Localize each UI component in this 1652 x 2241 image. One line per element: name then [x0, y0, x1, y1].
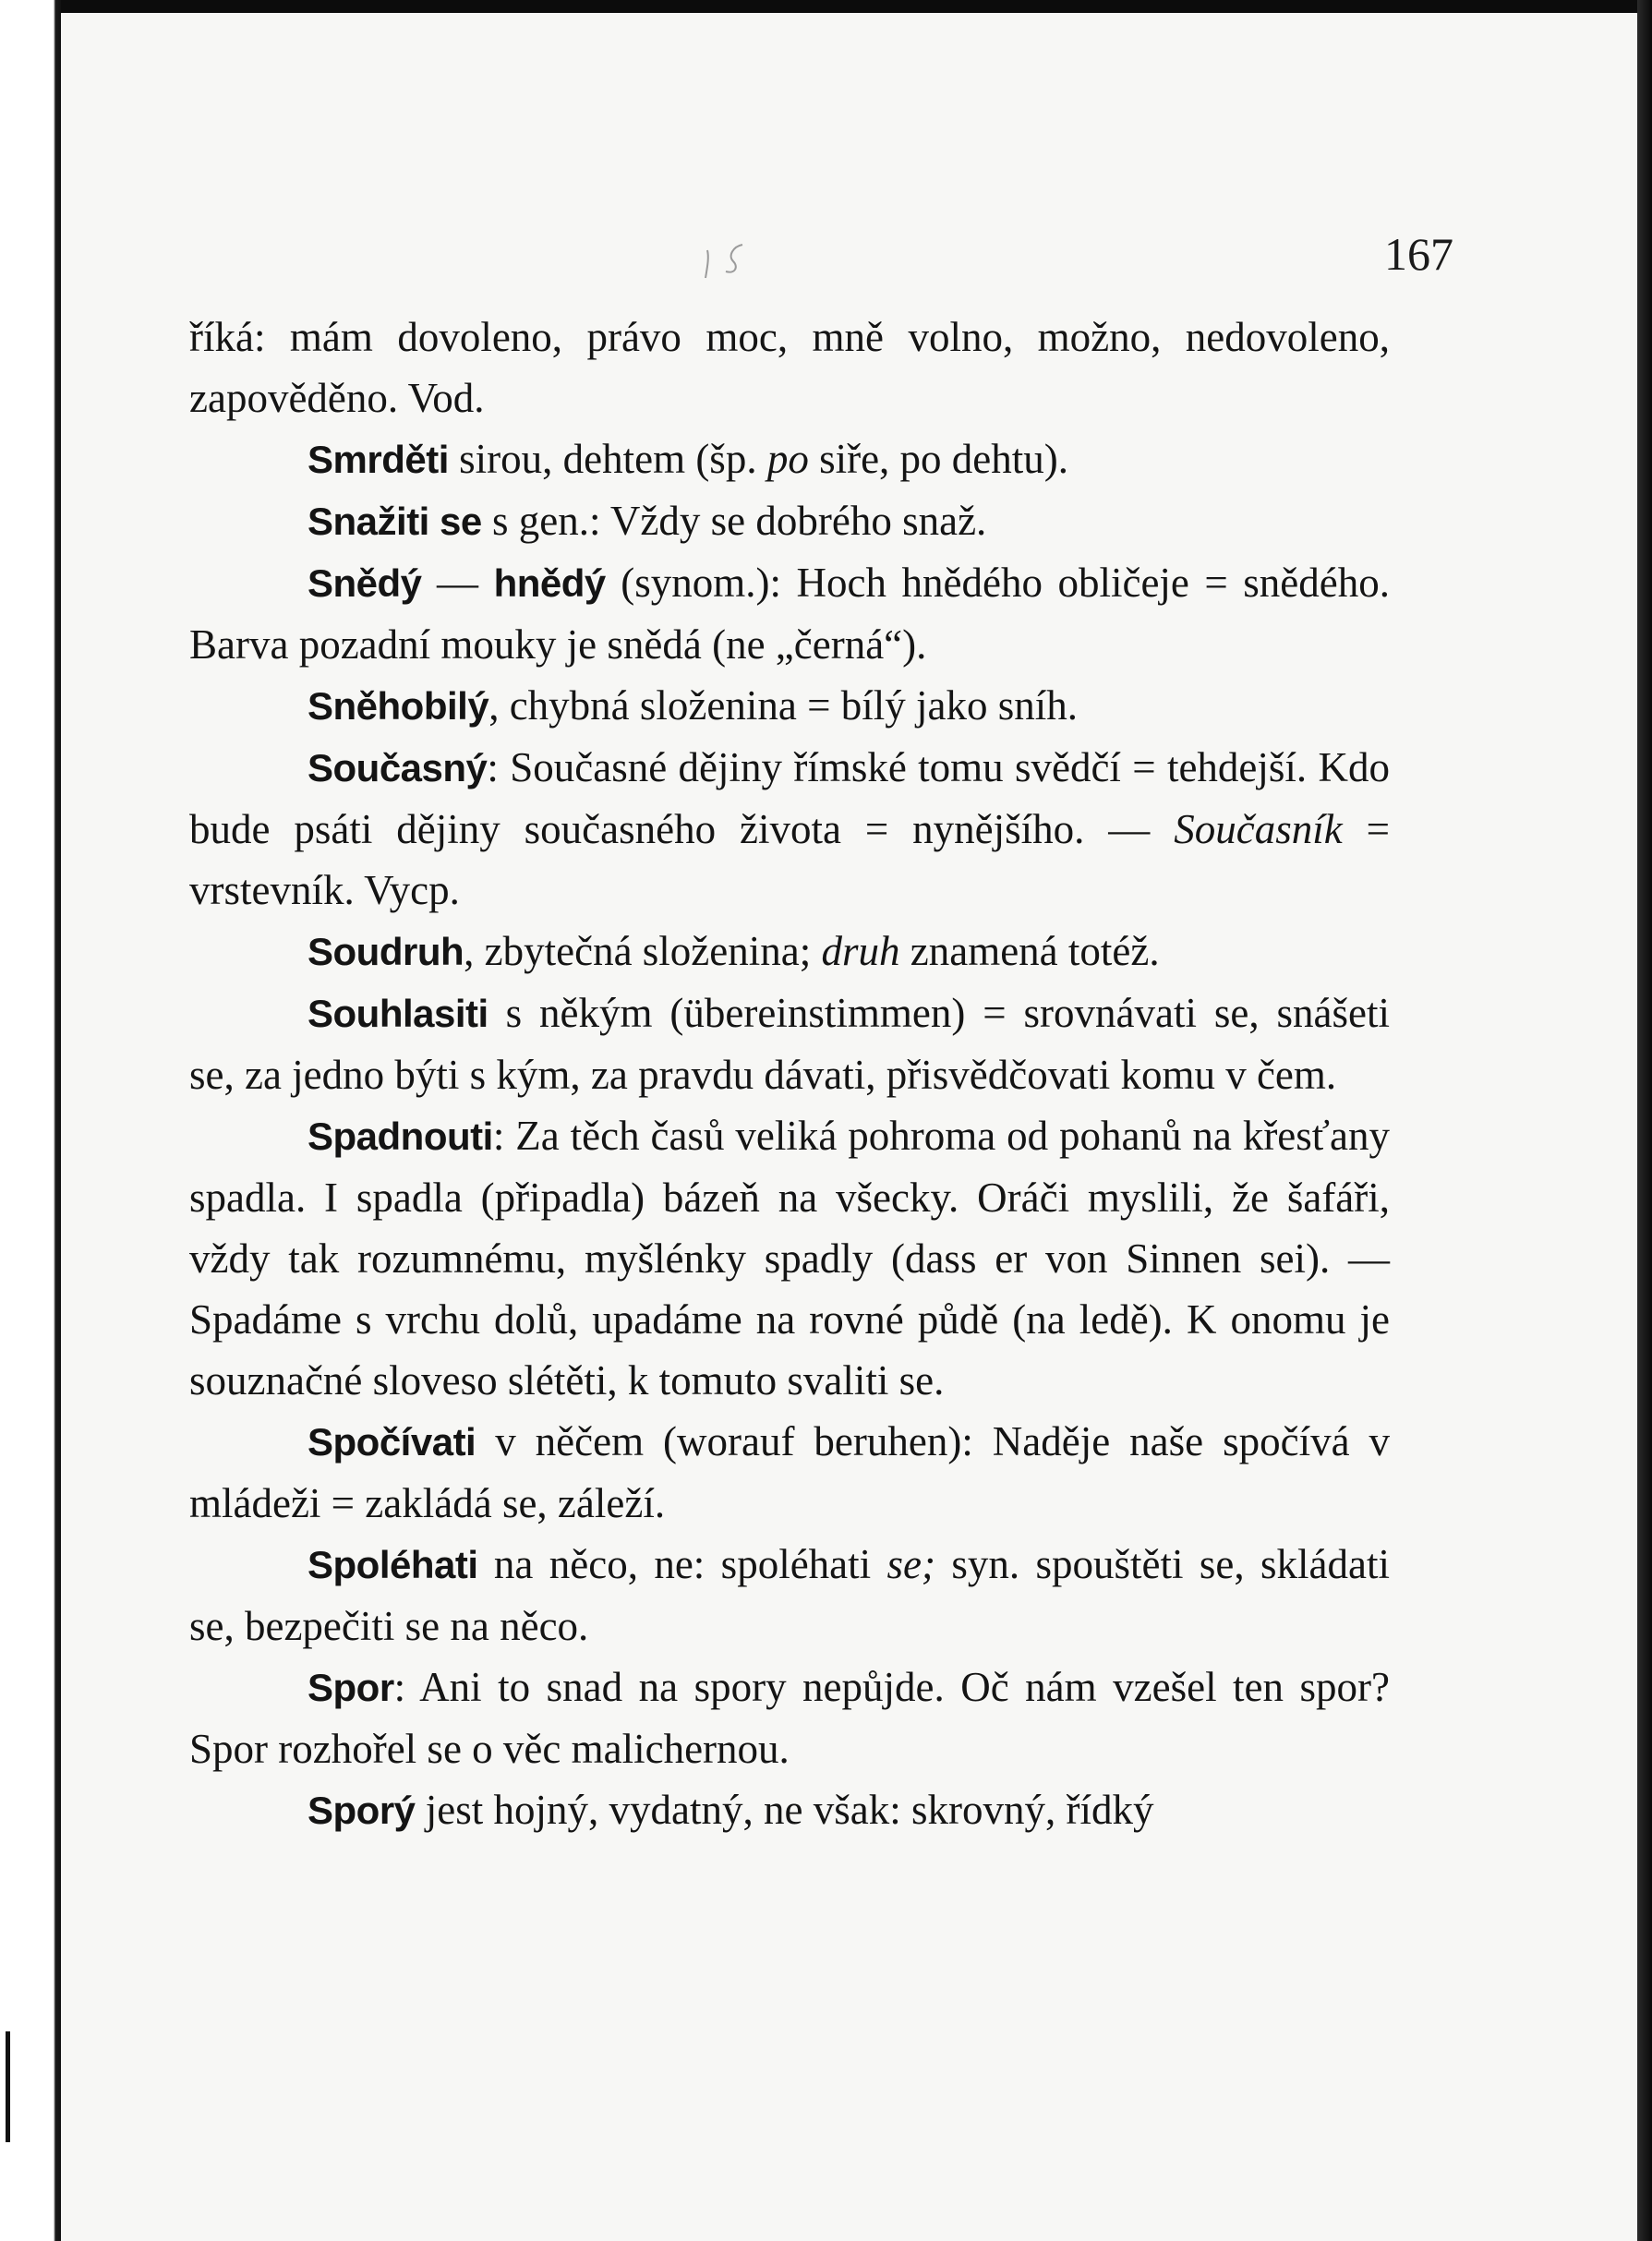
dictionary-entry — [189, 675, 1390, 737]
continued-paragraph — [189, 307, 1390, 428]
entry-headword: Spor — [307, 1666, 394, 1709]
entry-text: v něčem (worauf beruhen): Naděje naše spočívá v mládeži = zakládá se, záleží. — [189, 1418, 1390, 1526]
dictionary-entry — [189, 921, 1390, 982]
scan-edge-top — [0, 0, 1652, 13]
entry-headword: Snědý — [307, 561, 422, 605]
italic-term: Současník — [1174, 806, 1343, 852]
dictionary-entry — [189, 1534, 1390, 1657]
entry-headword: Spadnouti — [307, 1114, 493, 1158]
entry-headword: Souhlasiti — [307, 992, 488, 1035]
entry-headword: Spočívati — [307, 1420, 476, 1464]
entry-text: s gen.: Vždy se dobrého snaž. — [481, 498, 987, 544]
entry-text: : Za těch časů veliká pohroma od pohanů na křesťany spadla. I spadla (připadla) bázeň na všecky. Oráči myslili, že šafáři, vždy tak rozumnému, myšlénky spadly (dass er von Sinnen sei). — Spadáme s vrchu dolů, upadáme na rovné půdě (na ledě). K onomu je souznačné sloveso slétěti, k tomuto svaliti se. — [189, 1113, 1390, 1404]
entry-text: s někým (übereinstimmen) = srovnávati se, snášeti se, za jedno býti s kým, za pravdu dávati, přisvědčovati komu v čem. — [189, 990, 1390, 1098]
dictionary-entry — [189, 1411, 1390, 1534]
pencil-mark — [698, 230, 763, 295]
dictionary-entry — [189, 552, 1390, 675]
entry-text: , chybná složenina = bílý jako sníh. — [488, 682, 1078, 729]
scan-edge-left — [0, 0, 61, 2241]
entry-text: : Ani to snad na spory nepůjde. Oč nám vzešel ten spor? Spor rozhořel se o věc malichernou. — [189, 1664, 1390, 1772]
entry-text: říká: mám dovoleno, právo moc, mně volno, možno, nedovoleno, zapověděno. Vod. — [189, 314, 1390, 421]
scan-binding-mark — [6, 2031, 10, 2142]
scan-edge-right — [1637, 0, 1652, 2241]
entry-text: sirou, dehtem (šp. — [448, 436, 767, 482]
entry-text: (synom.): Hoch hnědého obličeje = snědého. Barva pozadní mouky je snědá (ne „černá“). — [189, 560, 1391, 668]
dictionary-entry — [189, 982, 1390, 1105]
entry-text: jest hojný, vydatný, ne však: skrovný, řídký — [415, 1787, 1154, 1833]
entry-text: siře, po dehtu). — [808, 436, 1069, 482]
page-number: 167 — [1384, 228, 1453, 280]
dictionary-entry — [189, 490, 1390, 552]
entry-text: , zbytečná složenina; — [464, 928, 822, 974]
dictionary-entry — [189, 737, 1390, 921]
entry-headword: Snažiti se — [307, 500, 482, 543]
entry-text: syn. spouštěti se, skládati se, bezpečiti se na něco. — [189, 1541, 1390, 1649]
dictionary-entry — [189, 428, 1390, 490]
entry-headword: Smrděti — [307, 438, 449, 481]
entry-headword: hnědý — [493, 561, 606, 605]
italic-term: po — [766, 436, 809, 482]
italic-term: druh — [821, 928, 900, 974]
entry-text: na něco, ne: spoléhati — [477, 1541, 887, 1587]
entry-headword: Soudruh — [307, 930, 464, 973]
entry-text: = vrstevník. Vycp. — [189, 806, 1390, 913]
entry-headword: Spoléhati — [307, 1543, 478, 1586]
entry-text: znamená totéž. — [899, 928, 1160, 974]
entry-headword: Současný — [307, 746, 488, 789]
entry-headword: Sněhobilý — [307, 684, 489, 728]
italic-term: se; — [886, 1541, 936, 1587]
page-body-text — [189, 307, 1390, 1841]
entry-text: : Současné dějiny římské tomu svědčí = tehdejší. Kdo bude psáti dějiny současného života = nynějšího. — — [189, 744, 1390, 852]
dictionary-entry — [189, 1657, 1390, 1779]
dictionary-entry — [189, 1105, 1390, 1411]
dictionary-entry — [189, 1779, 1390, 1841]
entry-headword: Sporý — [307, 1789, 416, 1832]
entry-text: — — [421, 560, 494, 606]
